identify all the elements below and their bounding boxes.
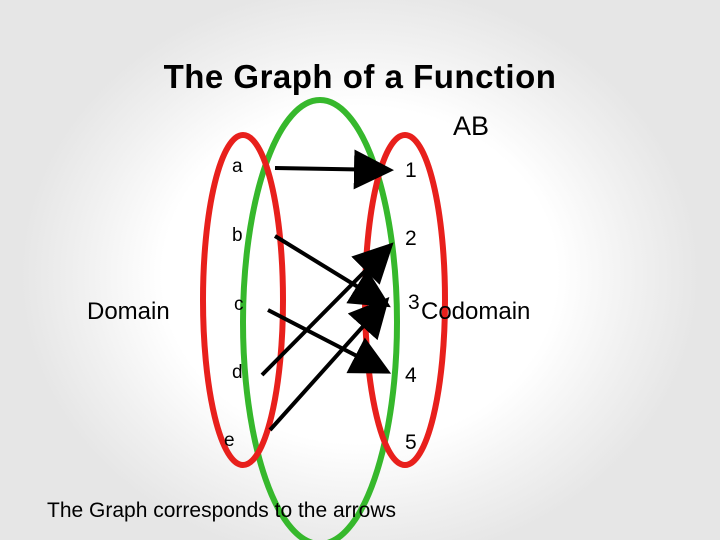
codomain-element-2: 2 [405, 227, 417, 250]
codomain-element-1: 1 [405, 159, 417, 182]
domain-element-d: d [232, 362, 243, 383]
codomain-element-4: 4 [405, 364, 417, 387]
domain-element-b: b [232, 225, 243, 246]
domain-element-c: c [234, 294, 244, 315]
arrow-a-to-1 [275, 168, 386, 170]
slide-title: The Graph of a Function [163, 58, 557, 95]
caption: The Graph corresponds to the arrows [47, 499, 397, 522]
set-labels: AB [453, 111, 490, 141]
codomain-label: Codomain [421, 298, 531, 325]
domain-element-a: a [232, 156, 243, 177]
domain-element-e: e [224, 430, 235, 451]
codomain-element-3: 3 [408, 291, 420, 314]
domain-label: Domain [87, 298, 170, 325]
codomain-element-5: 5 [405, 431, 417, 454]
